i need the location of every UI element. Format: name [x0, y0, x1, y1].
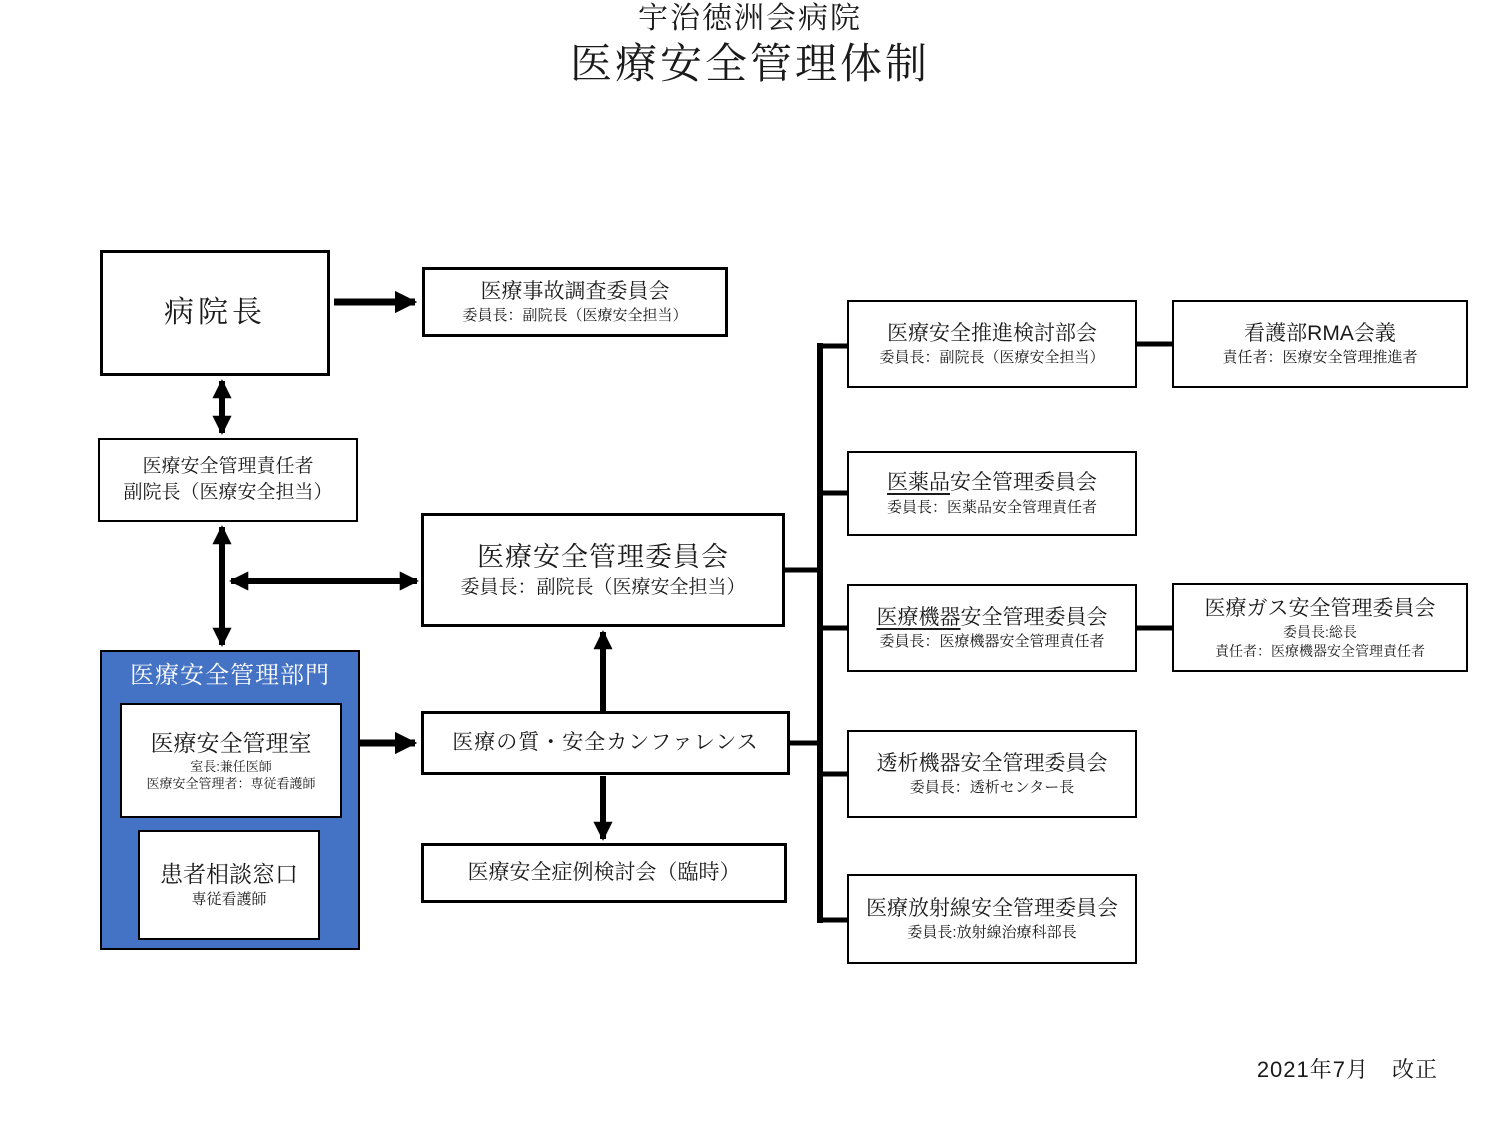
node-subtitle: 室長:兼任医師 — [190, 759, 272, 775]
node-medical-device-safety-committee — [847, 584, 1137, 672]
node-subtitle: 委員長：医療機器安全管理責任者 — [879, 633, 1105, 651]
node-incident-investigation-committee — [422, 267, 728, 337]
node-title-underlined: 医薬品 — [887, 471, 950, 495]
node-title: 医療の質・安全カンファレンス — [452, 730, 759, 754]
node-title: 透析機器安全管理委員会 — [876, 751, 1108, 775]
node-subtitle: 副院長（医療安全担当） — [123, 482, 333, 503]
node-title-underlined: 医療機器 — [876, 605, 961, 629]
node-title-rest: 安全管理委員会 — [950, 471, 1097, 495]
node-hospital-director — [100, 250, 330, 376]
node-subtitle: 委員長:放射線治療科部長 — [907, 924, 1077, 942]
node-subtitle: 医療安全管理者：専従看護師 — [146, 776, 316, 792]
node-pharmaceutical-safety-committee — [847, 451, 1137, 536]
node-dialysis-device-safety-committee — [847, 730, 1137, 818]
node-safety-manager — [98, 438, 358, 522]
node-radiation-safety-committee — [847, 874, 1137, 964]
node-subtitle: 委員長：副院長（医療安全担当） — [460, 577, 746, 599]
node-title: 医療安全管理責任者 — [142, 456, 314, 478]
node-subtitle: 責任者：医療安全管理推進者 — [1222, 349, 1418, 367]
node-subtitle: 委員長:総長 — [1283, 624, 1357, 641]
node-title — [887, 469, 1097, 497]
hospital-name: 宇治徳洲会病院 — [638, 2, 862, 35]
node-title-rest: 安全管理委員会 — [960, 605, 1108, 629]
node-title: 看護部RMA会義 — [1244, 321, 1396, 345]
node-subtitle: 委員長：副院長（医療安全担当） — [879, 349, 1105, 367]
node-title: 医療事故調査委員会 — [480, 279, 670, 303]
revision-date: 2021年7月 改正 — [1256, 1057, 1438, 1082]
node-subtitle: 委員長：医薬品安全管理責任者 — [886, 498, 1097, 516]
node-nursing-rma-meeting — [1172, 300, 1468, 388]
node-title: 患者相談窓口 — [160, 861, 298, 888]
node-quality-safety-conference — [421, 711, 790, 775]
node-title: 病院長 — [164, 295, 266, 329]
node-title: 医療ガス安全管理委員会 — [1204, 597, 1436, 621]
node-title: 医療安全症例検討会（臨時） — [467, 860, 741, 884]
node-title — [877, 604, 1108, 632]
node-medical-gas-safety-committee — [1172, 583, 1468, 672]
node-subtitle: 委員長：透析センター長 — [909, 779, 1075, 797]
node-safety-department — [100, 650, 360, 950]
node-safety-promotion-board — [847, 300, 1137, 388]
node-title: 医療安全管理部門 — [130, 662, 330, 689]
node-title: 医療安全管理委員会 — [477, 541, 729, 572]
chart-title-block — [0, 0, 1500, 90]
node-case-review-meeting — [421, 843, 787, 903]
node-title: 医療安全管理室 — [150, 730, 312, 757]
node-subtitle: 委員長：副院長（医療安全担当） — [462, 307, 688, 325]
node-safety-management-committee — [421, 513, 785, 627]
page-title: 医療安全管理体制 — [569, 39, 930, 87]
node-title: 医療放射線安全管理委員会 — [866, 896, 1118, 920]
node-safety-office — [120, 703, 342, 818]
node-title: 医療安全推進検討部会 — [887, 321, 1097, 345]
node-patient-consultation-desk — [138, 830, 320, 940]
node-subtitle: 専従看護師 — [191, 891, 267, 909]
node-subtitle: 責任者：医療機器安全管理責任者 — [1215, 642, 1425, 659]
